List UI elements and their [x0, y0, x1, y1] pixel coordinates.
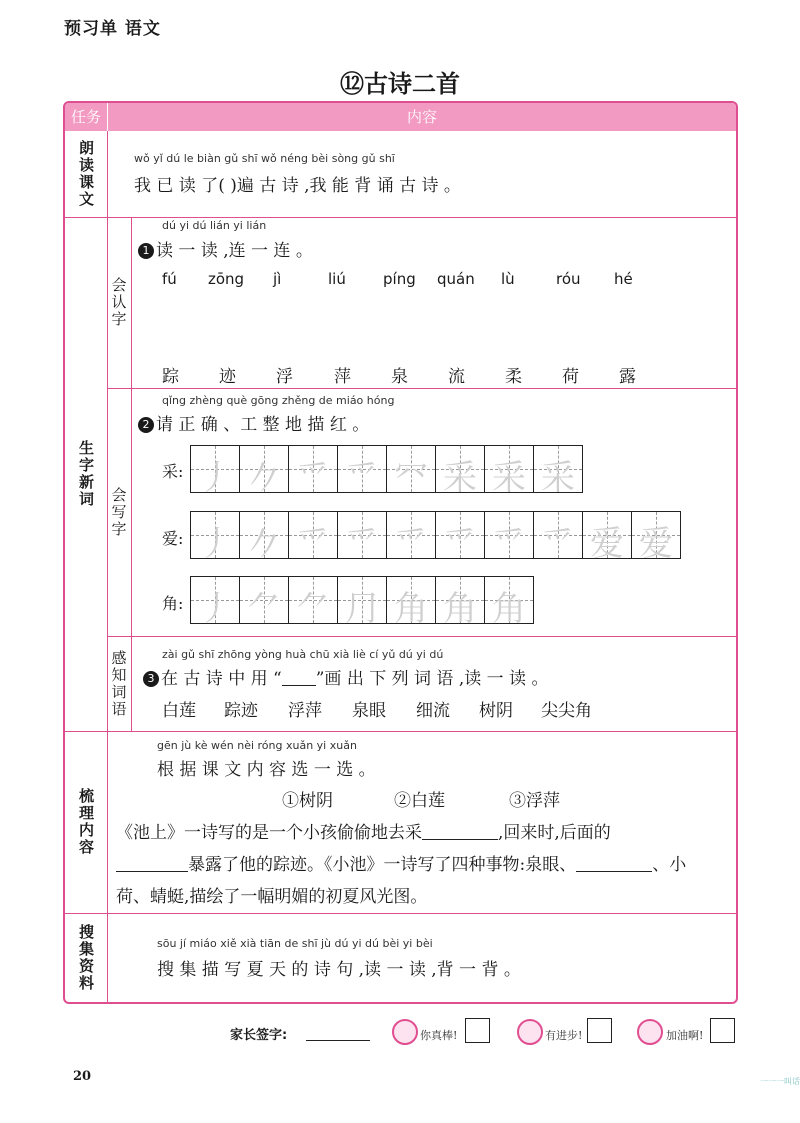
q1-char: 踪: [162, 367, 179, 387]
trace-glyph: 𠂊: [247, 524, 281, 564]
task-sort-content: 梳理内容: [77, 788, 95, 856]
q3-word[interactable]: 白莲: [162, 701, 196, 721]
row-divider: [107, 636, 736, 637]
trace-glyph: 采: [541, 458, 575, 498]
task-collect: 搜集资料: [77, 923, 95, 992]
reward-label: 你真棒!: [420, 1029, 458, 1042]
trace-glyph: 爱: [639, 524, 673, 564]
sort-line-2-b: 、小: [652, 855, 687, 875]
corner-mark: 一一一叫话: [760, 1077, 800, 1086]
q1-pinyin-item: quán: [437, 270, 475, 288]
trace-glyph: 爫: [492, 524, 526, 564]
reward-label: 加油啊!: [666, 1029, 704, 1042]
trace-glyph: 爫: [394, 524, 428, 564]
q2-pinyin: qǐng zhèng què gōng zhěng de miáo hóng: [162, 394, 395, 407]
sort-line-1-b: ,回来时,后面的: [498, 823, 611, 843]
q1-pinyin-item: lù: [501, 270, 515, 288]
trace-glyph: 𠂊: [247, 458, 281, 498]
write-label: 采:: [162, 462, 184, 481]
tracing-cell[interactable]: [435, 511, 485, 564]
trace-glyph: ⺆: [345, 589, 379, 629]
q3-word[interactable]: 细流: [416, 701, 450, 721]
q1-text: 读 一 读 ,连 一 连 。: [156, 241, 313, 261]
q2-number: 2: [138, 417, 154, 433]
row-divider: [107, 388, 736, 389]
q1-pinyin-item: píng: [383, 270, 416, 288]
subtask-write: 会写字: [109, 486, 128, 538]
q1-char: 迹: [219, 367, 236, 387]
trace-glyph: 角: [443, 589, 477, 629]
tracing-cell[interactable]: [386, 445, 436, 498]
q1-pinyin-item: róu: [556, 270, 581, 288]
trace-glyph: 爫: [296, 458, 330, 498]
tracing-cell[interactable]: [190, 445, 240, 498]
tracing-cell[interactable]: [631, 511, 681, 564]
tracing-cell[interactable]: [239, 576, 289, 629]
trace-glyph: 丿: [198, 524, 232, 564]
q3-word[interactable]: 尖尖角: [541, 701, 592, 721]
smiley-cheer-icon: [637, 1019, 663, 1045]
book-section-label: 预习单 语文: [64, 19, 161, 39]
q1-pinyin-item: jì: [273, 270, 282, 288]
sort-pinyin: gēn jù kè wén nèi róng xuǎn yi xuǎn: [157, 739, 357, 752]
reward-checkbox[interactable]: [587, 1018, 612, 1043]
q3-word[interactable]: 浮萍: [288, 701, 322, 721]
q1-pinyin-item: liú: [328, 270, 346, 288]
tracing-cell[interactable]: [582, 511, 632, 564]
row-divider: [65, 913, 736, 914]
row-divider: [65, 731, 736, 732]
tracing-cell[interactable]: [337, 445, 387, 498]
fill-blank-1[interactable]: [422, 839, 498, 840]
header-content: 内容: [107, 103, 736, 131]
subtask-perceive-words: 感知词语: [109, 649, 128, 718]
tracing-cell[interactable]: [533, 445, 583, 498]
trace-glyph: 爱: [590, 524, 624, 564]
reward-checkbox[interactable]: [465, 1018, 490, 1043]
trace-glyph: 丿: [198, 458, 232, 498]
trace-glyph: 角: [394, 589, 428, 629]
subcol-divider: [131, 217, 132, 731]
task-new-words: 生字新词: [77, 440, 95, 508]
q1-char: 荷: [562, 367, 579, 387]
tracing-cell[interactable]: [190, 576, 240, 629]
parent-signature-line[interactable]: [306, 1040, 370, 1041]
tracing-cell[interactable]: [484, 511, 534, 564]
trace-glyph: 采: [443, 458, 477, 498]
q2-instruction: [138, 410, 369, 435]
reward-checkbox[interactable]: [710, 1018, 735, 1043]
q3-pinyin: zài gǔ shī zhōng yòng huà chū xià liè cí yǔ dú yi dú: [162, 648, 444, 661]
q1-char: 流: [448, 367, 465, 387]
subtask-recognize: 会认字: [109, 277, 128, 328]
tracing-cell[interactable]: [337, 511, 387, 564]
q1-char: 浮: [276, 367, 293, 387]
tracing-cell[interactable]: [533, 511, 583, 564]
trace-glyph: 采: [492, 458, 526, 498]
tracing-cell[interactable]: [288, 511, 338, 564]
tracing-grid: [190, 445, 583, 498]
q1-number: 1: [138, 243, 154, 259]
task-reading: 朗读课文: [77, 140, 95, 208]
q1-char: 泉: [391, 367, 408, 387]
trace-glyph: 爫: [345, 524, 379, 564]
q3-text-b: ”画 出 下 列 词 语 ,读 一 读 。: [315, 669, 549, 689]
tracing-cell[interactable]: [288, 445, 338, 498]
q1-pinyin-item: fú: [162, 270, 177, 288]
sort-line-3: 荷、蜻蜓,描绘了一幅明媚的初夏风光图。: [116, 887, 428, 907]
sort-option: ①树阴: [282, 791, 333, 811]
tracing-grid: [190, 511, 681, 564]
trace-glyph: ⺈: [296, 589, 330, 629]
q3-word[interactable]: 泉眼: [352, 701, 386, 721]
q3-word[interactable]: 踪迹: [224, 701, 258, 721]
q1-pinyin: dú yi dú lián yi lián: [162, 219, 267, 232]
q3-number: 3: [143, 671, 159, 687]
q3-underline-sample: [282, 685, 316, 686]
reading-pinyin: wǒ yǐ dú le biàn gǔ shī wǒ néng bèi sòng gǔ shī: [134, 152, 395, 165]
tracing-grid: [190, 576, 534, 629]
header-task: 任务: [70, 108, 101, 126]
collect-text: 搜 集 描 写 夏 天 的 诗 句 ,读 一 读 ,背 一 背 。: [157, 960, 521, 980]
tracing-cell[interactable]: [484, 576, 534, 629]
trace-glyph: 角: [492, 589, 526, 629]
trace-glyph: ⺈: [247, 589, 281, 629]
tracing-cell[interactable]: [288, 576, 338, 629]
tracing-cell[interactable]: [239, 445, 289, 498]
page-number: 20: [73, 1069, 92, 1084]
trace-glyph: 爫: [345, 458, 379, 498]
q3-instruction: [143, 664, 548, 689]
tracing-cell[interactable]: [435, 445, 485, 498]
tracing-cell[interactable]: [386, 576, 436, 629]
reading-text: 我 已 读 了( )遍 古 诗 ,我 能 背 诵 古 诗 。: [134, 176, 461, 196]
q1-char: 露: [619, 367, 636, 387]
fill-blank-2[interactable]: [116, 871, 188, 872]
reward-label: 有进步!: [545, 1029, 583, 1042]
q1-char: 萍: [334, 367, 351, 387]
write-label: 角:: [162, 594, 184, 613]
tracing-cell[interactable]: [435, 576, 485, 629]
collect-pinyin: sōu jí miáo xiě xià tiān de shī jù dú yi dú bèi yi bèi: [157, 937, 433, 950]
tracing-cell[interactable]: [484, 445, 534, 498]
smiley-sunglasses-icon: [392, 1019, 418, 1045]
q1-pinyin-item: hé: [614, 270, 633, 288]
sort-line-1-a: 《池上》一诗写的是一个小孩偷偷地去采: [116, 823, 422, 843]
q3-text-a: 在 古 诗 中 用 “: [161, 669, 282, 689]
trace-glyph: 丿: [198, 589, 232, 629]
q1-pinyin-item: zōng: [208, 270, 245, 288]
sort-instruction: 根 据 课 文 内 容 选 一 选 。: [157, 760, 376, 780]
q1-char: 柔: [505, 367, 522, 387]
q2-text: 请 正 确 、工 整 地 描 红 。: [156, 415, 370, 435]
tracing-cell[interactable]: [190, 511, 240, 564]
q1-instruction: [138, 236, 313, 261]
lesson-title: ⑫古诗二首: [340, 70, 460, 98]
tracing-cell[interactable]: [386, 511, 436, 564]
trace-glyph: 㓁: [394, 458, 428, 498]
parent-signature-label: 家长签字:: [230, 1028, 288, 1043]
sort-line-2: [116, 850, 686, 875]
fill-blank-3[interactable]: [576, 871, 652, 872]
tracing-cell[interactable]: [337, 576, 387, 629]
sort-option: ②白莲: [394, 791, 445, 811]
smiley-sun-icon: [517, 1019, 543, 1045]
tracing-cell[interactable]: [239, 511, 289, 564]
trace-glyph: 爫: [443, 524, 477, 564]
q3-word[interactable]: 树阴: [479, 701, 513, 721]
write-label: 爱:: [162, 529, 184, 548]
trace-glyph: 爫: [541, 524, 575, 564]
sort-line-2-a: 暴露了他的踪迹。《小池》一诗写了四种事物:泉眼、: [188, 855, 577, 875]
trace-glyph: 爫: [296, 524, 330, 564]
table-header: [65, 103, 736, 131]
sort-line-1: [116, 818, 611, 843]
row-divider: [65, 217, 736, 218]
sort-option: ③浮萍: [509, 791, 560, 811]
